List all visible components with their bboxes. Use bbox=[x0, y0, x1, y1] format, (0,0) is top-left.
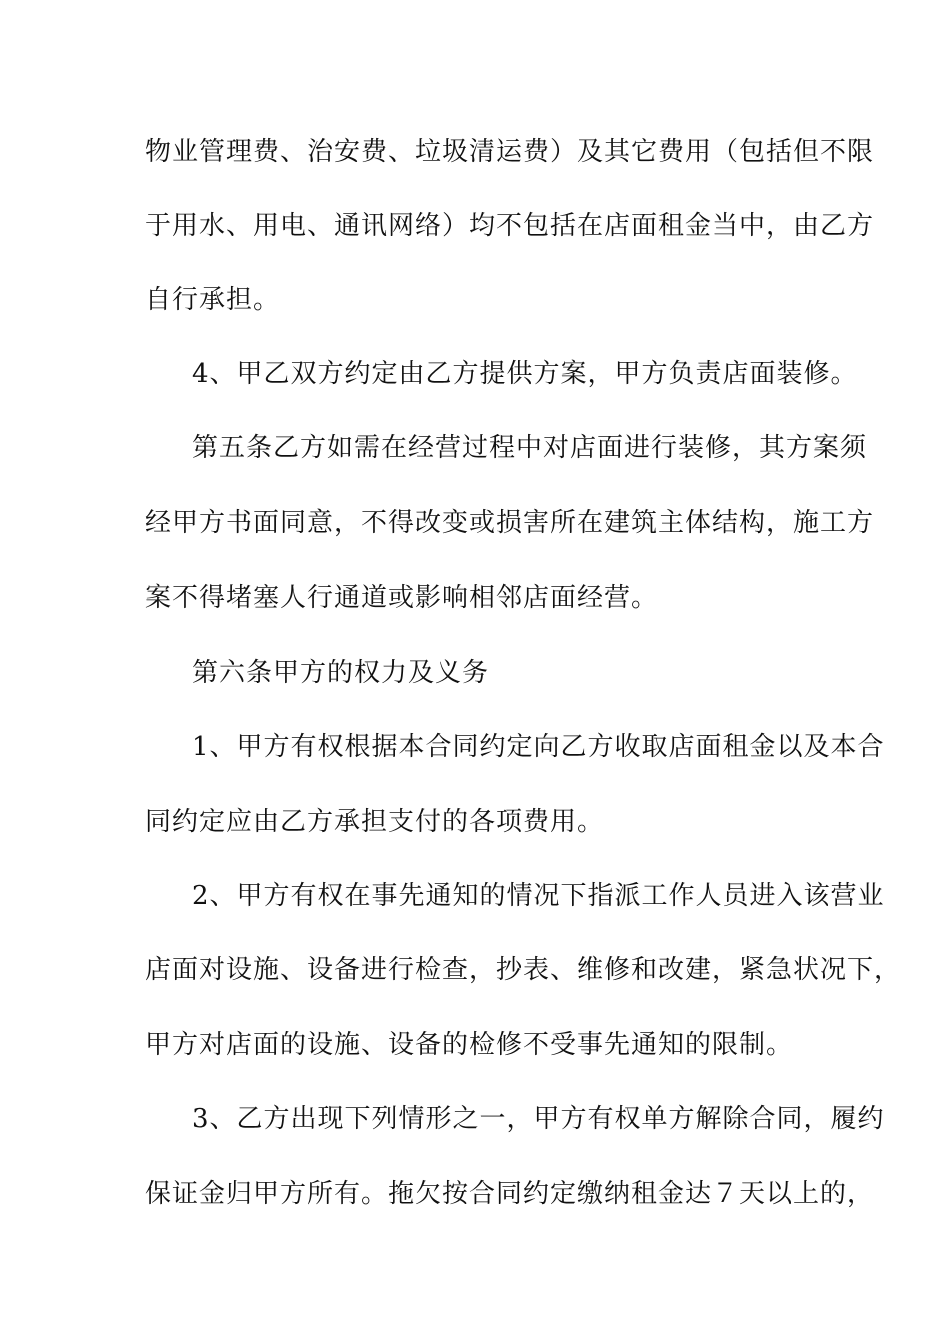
section-heading: 第六条甲方的权力及义务 bbox=[192, 658, 490, 688]
paragraph-line: 1、甲方有权根据本合同约定向乙方收取店面租金以及本合 bbox=[192, 732, 885, 762]
text-line: 自行承担。 bbox=[145, 285, 281, 315]
paragraph-line: 第五条乙方如需在经营过程中对店面进行装修，其方案须 bbox=[192, 433, 868, 463]
text-line: 店面对设施、设备进行检查，抄表、维修和改建，紧急状况下， bbox=[145, 955, 902, 985]
text-line: 甲方对店面的设施、设备的检修不受事先通知的限制。 bbox=[145, 1030, 794, 1060]
text-line: 保证金归甲方所有。拖欠按合同约定缴纳租金达７天以上的， bbox=[145, 1179, 875, 1209]
text-line: 于用水、用电、通讯网络）均不包括在店面租金当中，由乙方 bbox=[145, 211, 875, 241]
text-line: 经甲方书面同意，不得改变或损害所在建筑主体结构，施工方 bbox=[145, 508, 875, 538]
text-line: 物业管理费、治安费、垃圾清运费）及其它费用（包括但不限 bbox=[145, 137, 875, 167]
text-line: 案不得堵塞人行通道或影响相邻店面经营。 bbox=[145, 583, 659, 613]
text-line: 同约定应由乙方承担支付的各项费用。 bbox=[145, 807, 605, 837]
paragraph-line: 3、乙方出现下列情形之一，甲方有权单方解除合同，履约 bbox=[192, 1104, 885, 1134]
paragraph-line: 4、甲乙双方约定由乙方提供方案，甲方负责店面装修。 bbox=[192, 359, 858, 389]
paragraph-line: 2、甲方有权在事先通知的情况下指派工作人员进入该营业 bbox=[192, 881, 885, 911]
